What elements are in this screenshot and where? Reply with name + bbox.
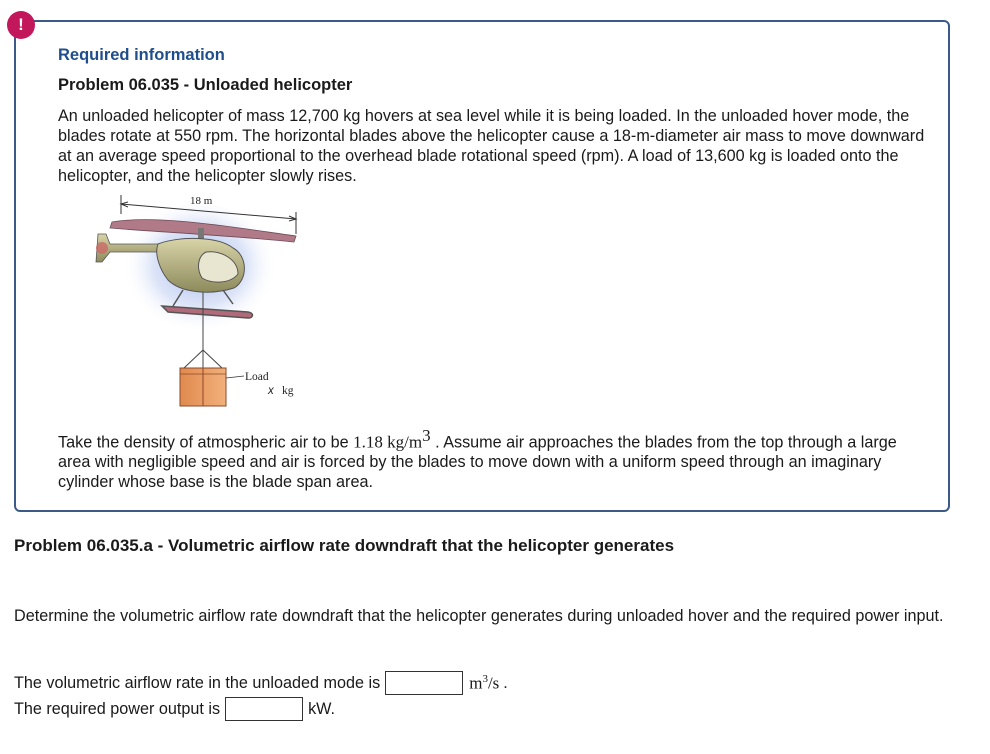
question-text: Determine the volumetric airflow rate downdraft that the helicopter generates during unloaded hover and the required power input. xyxy=(14,607,944,625)
mass-unit: kg xyxy=(282,385,294,397)
part-title: Problem 06.035.a - Volumetric airflow rate downdraft that the helicopter generates xyxy=(14,536,675,555)
flow-rate-period: . xyxy=(503,673,508,692)
density-paragraph xyxy=(58,426,918,492)
problem-title: Problem 06.035 - Unloaded helicopter xyxy=(58,76,353,94)
power-label: The required power output is xyxy=(14,699,221,718)
mass-variable: x xyxy=(268,385,274,397)
required-information-heading: Required information xyxy=(58,46,225,64)
density-prefix: Take the density of atmospheric air to be xyxy=(58,433,349,452)
power-unit: kW. xyxy=(308,699,336,718)
tail-rotor xyxy=(96,242,108,254)
power-row xyxy=(14,697,335,721)
load-leader xyxy=(226,376,244,378)
load-label: Load xyxy=(245,371,269,383)
problem-description: An unloaded helicopter of mass 12,700 kg hovers at sea level while it is being loaded. In the unloaded hover mode, the blades rotate at 550 rpm. The horizontal blades above the helicopter cause a 18-m-diameter air mass to move downward at an average speed proportional to the overhead blade rotational speed (rpm). A load of 13,600 kg is loaded onto the helicopter, and the helicopter slowly rises. xyxy=(58,107,925,185)
density-exponent: 3 xyxy=(422,426,431,445)
alert-icon: ! xyxy=(7,11,35,39)
load-sling xyxy=(184,350,222,368)
flow-rate-label: The volumetric airflow rate in the unloaded mode is xyxy=(14,673,381,692)
power-input[interactable] xyxy=(225,697,303,721)
density-value: 1.18 kg/m xyxy=(353,432,423,452)
helicopter-figure xyxy=(88,192,318,414)
flow-rate-row xyxy=(14,671,508,695)
density-suffix: . Assume air approaches the blades from the top through a large area with negligible speed and air is forced by the blades to move down with a uniform speed through an imaginary cylinder whose base is the blade span area. xyxy=(58,433,897,492)
dimension-label: 18 m xyxy=(190,195,213,207)
flow-rate-input[interactable] xyxy=(385,671,463,695)
flow-rate-unit: $m^3/s$ xyxy=(469,672,500,693)
